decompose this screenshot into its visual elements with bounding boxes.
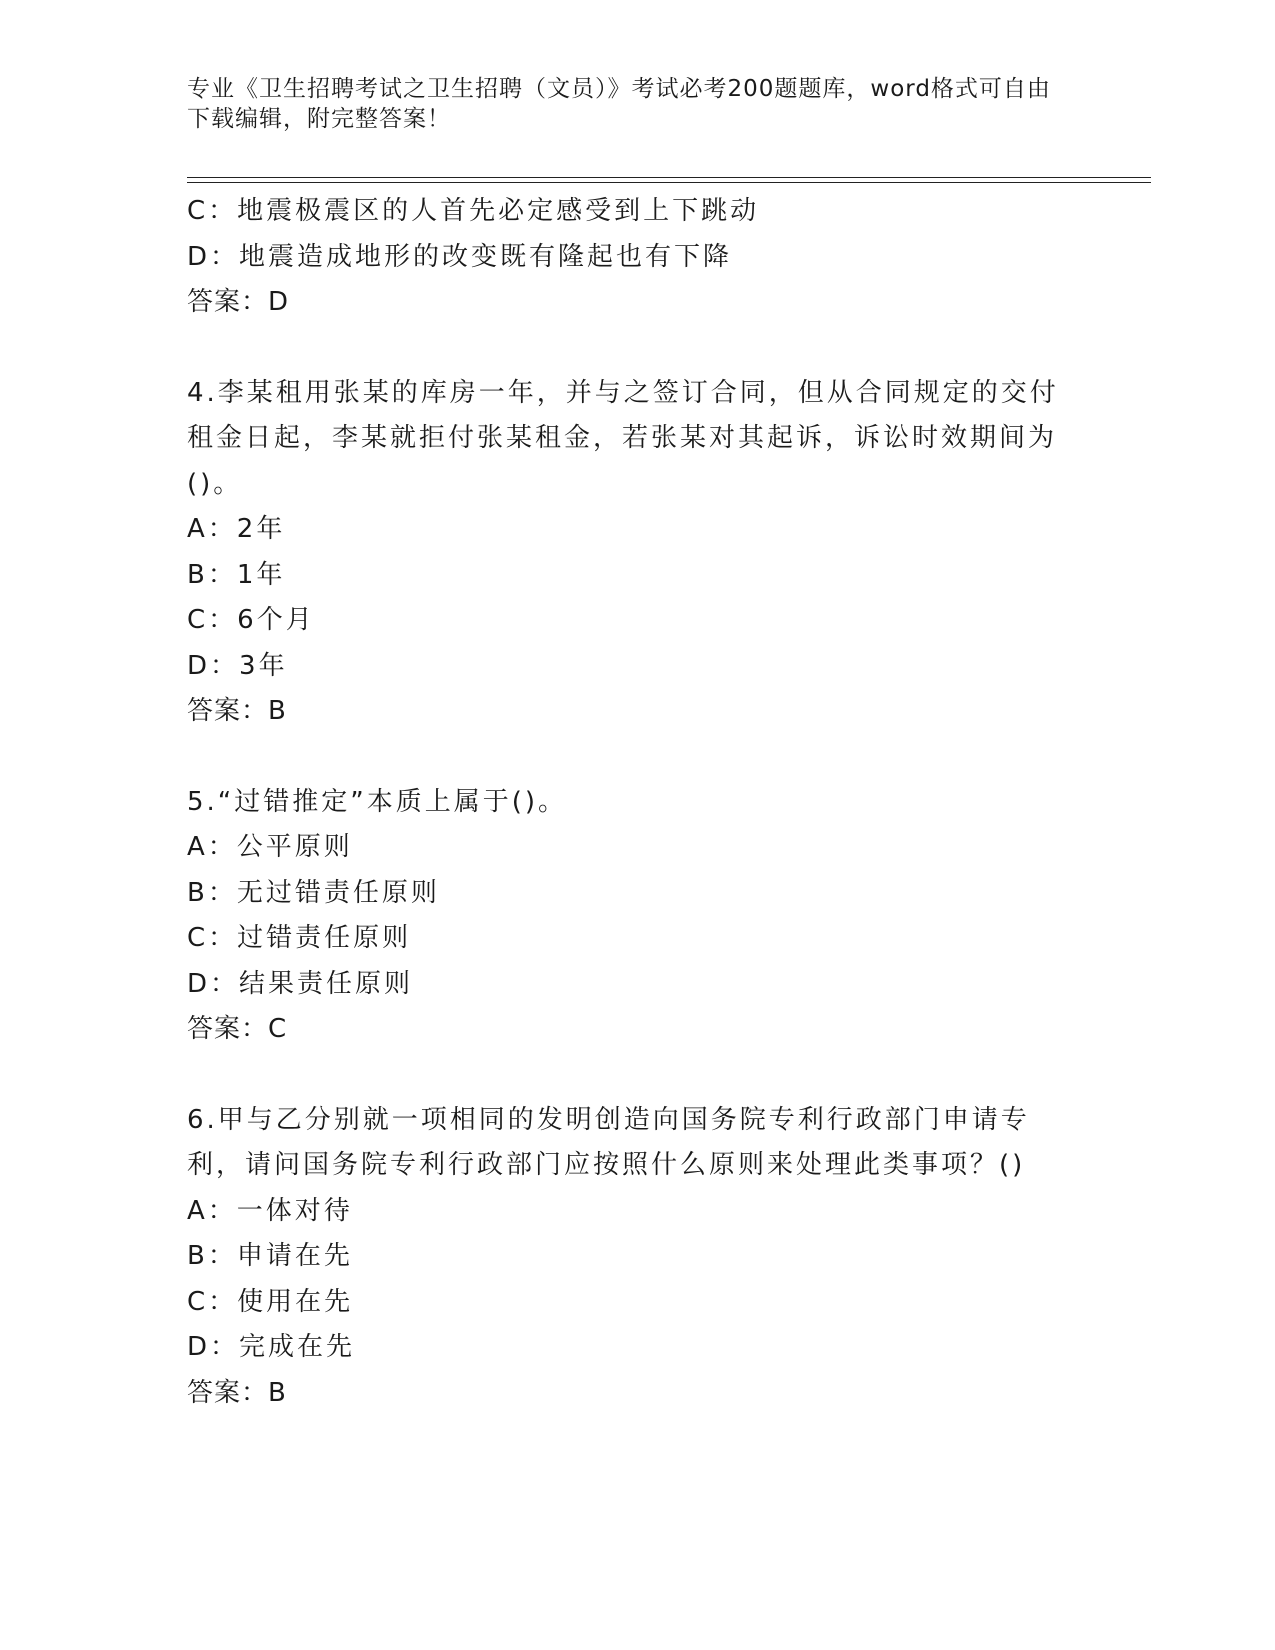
- option-a: A：一体对待: [187, 1195, 353, 1226]
- option-d: D：3年: [187, 650, 288, 681]
- option-d: D：结果责任原则: [187, 968, 414, 999]
- document-header: 专业《卫生招聘考试之卫生招聘（文员）》考试必考200题题库，word格式可自由下载编辑，附完整答案！: [187, 76, 1051, 132]
- question-stem: 5.“过错推定”本质上属于()。: [187, 786, 568, 817]
- question-stem: 6.甲与乙分别就一项相同的发明创造向国务院专利行政部门申请专利，请问国务院专利行政部门应按照什么原则来处理此类事项？(): [187, 1104, 1030, 1180]
- header-divider-bottom: [187, 182, 1151, 183]
- question-6: [187, 1098, 1067, 1417]
- option-b: B：1年: [187, 559, 286, 590]
- answer-line: 答案：C: [187, 1014, 288, 1044]
- question-content: [187, 189, 1067, 1416]
- option-d: D：完成在先: [187, 1332, 356, 1362]
- answer-line: 答案：D: [187, 287, 290, 317]
- option-c: C：6个月: [187, 605, 315, 635]
- answer-line: 答案：B: [187, 1377, 287, 1408]
- option-a: A：公平原则: [187, 832, 353, 862]
- option-b: B：申请在先: [187, 1241, 353, 1271]
- question-5: [187, 780, 1067, 1053]
- header-divider-top: [187, 177, 1151, 178]
- question-4: [187, 371, 1067, 735]
- option-b: B：无过错责任原则: [187, 877, 440, 908]
- carryover-block: [187, 189, 1067, 326]
- option-c: C：地震极震区的人首先必定感受到上下跳动: [187, 196, 760, 226]
- answer-line: 答案：B: [187, 696, 287, 726]
- option-c: C：使用在先: [187, 1286, 354, 1317]
- option-c: C：过错责任原则: [187, 923, 412, 953]
- question-stem: 4.李某租用张某的库房一年，并与之签订合同，但从合同规定的交付租金日起，李某就拒付张某租金，若张某对其起诉，诉讼时效期间为()。: [187, 377, 1059, 499]
- option-d: D：地震造成地形的改变既有隆起也有下降: [187, 241, 733, 272]
- option-a: A：2年: [187, 514, 286, 544]
